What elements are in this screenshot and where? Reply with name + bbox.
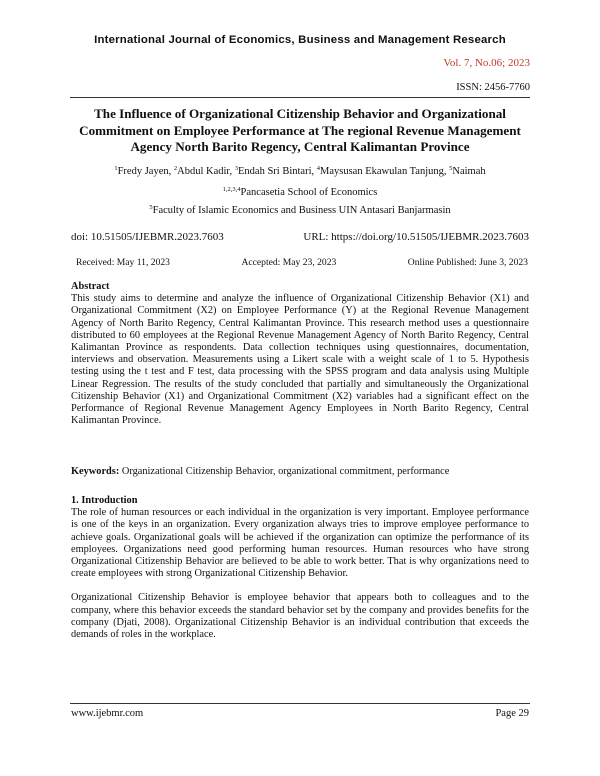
affiliation-text: Faculty of Islamic Economics and Business UIN Antasari Banjarmasin (152, 205, 451, 216)
introduction-paragraph: Organizational Citizenship Behavior is employee behavior that appears both to colleagues and to the company, where this behavior exceeds the standard behavior set by the company and provides benefits for the company (Djati, 2008). Organizational Citizenship Behavior is an individual contribution that exceeds the demands of roles in the workplace. (71, 592, 529, 641)
introduction-section (71, 495, 529, 641)
published-date: Online Published: June 3, 2023 (407, 257, 528, 268)
affiliation-sup: 5 (149, 204, 153, 211)
introduction-heading: 1. Introduction (71, 495, 138, 506)
affiliation-text: Pancasetia School of Economics (240, 187, 378, 198)
footer-divider (70, 703, 530, 704)
author-name: Fredy Jayen, (117, 166, 174, 177)
abstract-heading: Abstract (71, 281, 110, 292)
author-sup: 3 (234, 165, 238, 172)
page-number: Page 29 (495, 708, 529, 719)
accepted-date: Accepted: May 23, 2023 (241, 257, 337, 268)
publication-dates (76, 257, 528, 268)
article-title: The Influence of Organizational Citizenship Behavior and Organizational Commitment on Employee Performance at The regional Revenue Management Agency North Barito Regency, Central Kalimantan Province (79, 106, 521, 154)
author-sup: 1 (114, 165, 118, 172)
author-sup: 2 (173, 165, 178, 172)
abstract-text: This study aims to determine and analyze the influence of Organizational Citizenship Behavior (X1) and Organizational Commitment (X2) on Employee Performance (Y) at the Regional Revenue Management Agency of North Barito Regency, Central Kalimantan Province. This research method uses a questionnaire distributed to 60 employees at the Regional Revenue Management Agency of North Barito Regency, Central Kalimantan Province as respondents. Data collection techniques using questionnaires, documentation, interviews and observation. Measurements using a Likert scale with a weight scale of 1 to 5. Hypothesis testing using the t test and F test, data processing with the SPSS program and data analysis using Multiple Linear Regression. The results of the study concluded that partially and simultaneously the Organizational Citizenship Behavior (X1) and Organizational Commitment (X2) variables had a significant effect on the Performance of Regional Revenue Management Agency Employees in North Barito Regency, Central Kalimantan Province. (71, 293, 529, 427)
author-sup: 4 (316, 165, 320, 172)
author-name: Endah Sri Bintari, (238, 166, 317, 177)
abstract-section (71, 281, 529, 427)
affiliation-sup: 1,2,3,4 (222, 186, 241, 193)
doi: doi: 10.51505/IJEBMR.2023.7603 (71, 231, 224, 243)
author-name: Naimah (452, 166, 486, 177)
affiliation-1 (60, 186, 540, 198)
keywords-label: Keywords: (71, 466, 120, 477)
author-list (60, 165, 540, 177)
header-divider (70, 97, 530, 98)
author-name: Maysusan Ekawulan Tanjung, (320, 166, 450, 177)
journal-name: International Journal of Economics, Business and Management Research (94, 34, 506, 46)
volume-issue: Vol. 7, No.06; 2023 (443, 57, 530, 69)
keywords-text: Organizational Citizenship Behavior, organizational commitment, performance (119, 466, 450, 477)
doi-url-link[interactable]: URL: https://doi.org/10.51505/IJEBMR.2023.7603 (303, 231, 529, 243)
affiliation-2 (60, 204, 540, 216)
footer-website-link[interactable]: www.ijebmr.com (71, 708, 144, 719)
author-name: Abdul Kadir, (177, 166, 235, 177)
introduction-paragraph: The role of human resources or each individual in the organization is very important. Employee performance is one of the keys in an organization. Every organization always tries to improve employee performance to achieve goals. Organizational goals will be achieved if the organization can optimize the performance of its employees. Organizations need good performing human resources. Human resources who have strong Organizational Citizenship Behavior are believed to be able to work better. That is why organizations need to create employees with strong Organizational Citizenship Behavior. (71, 507, 529, 580)
received-date: Received: May 11, 2023 (76, 257, 170, 268)
keywords-section (71, 466, 529, 478)
author-sup: 5 (449, 165, 453, 172)
issn: ISSN: 2456-7760 (456, 82, 530, 93)
